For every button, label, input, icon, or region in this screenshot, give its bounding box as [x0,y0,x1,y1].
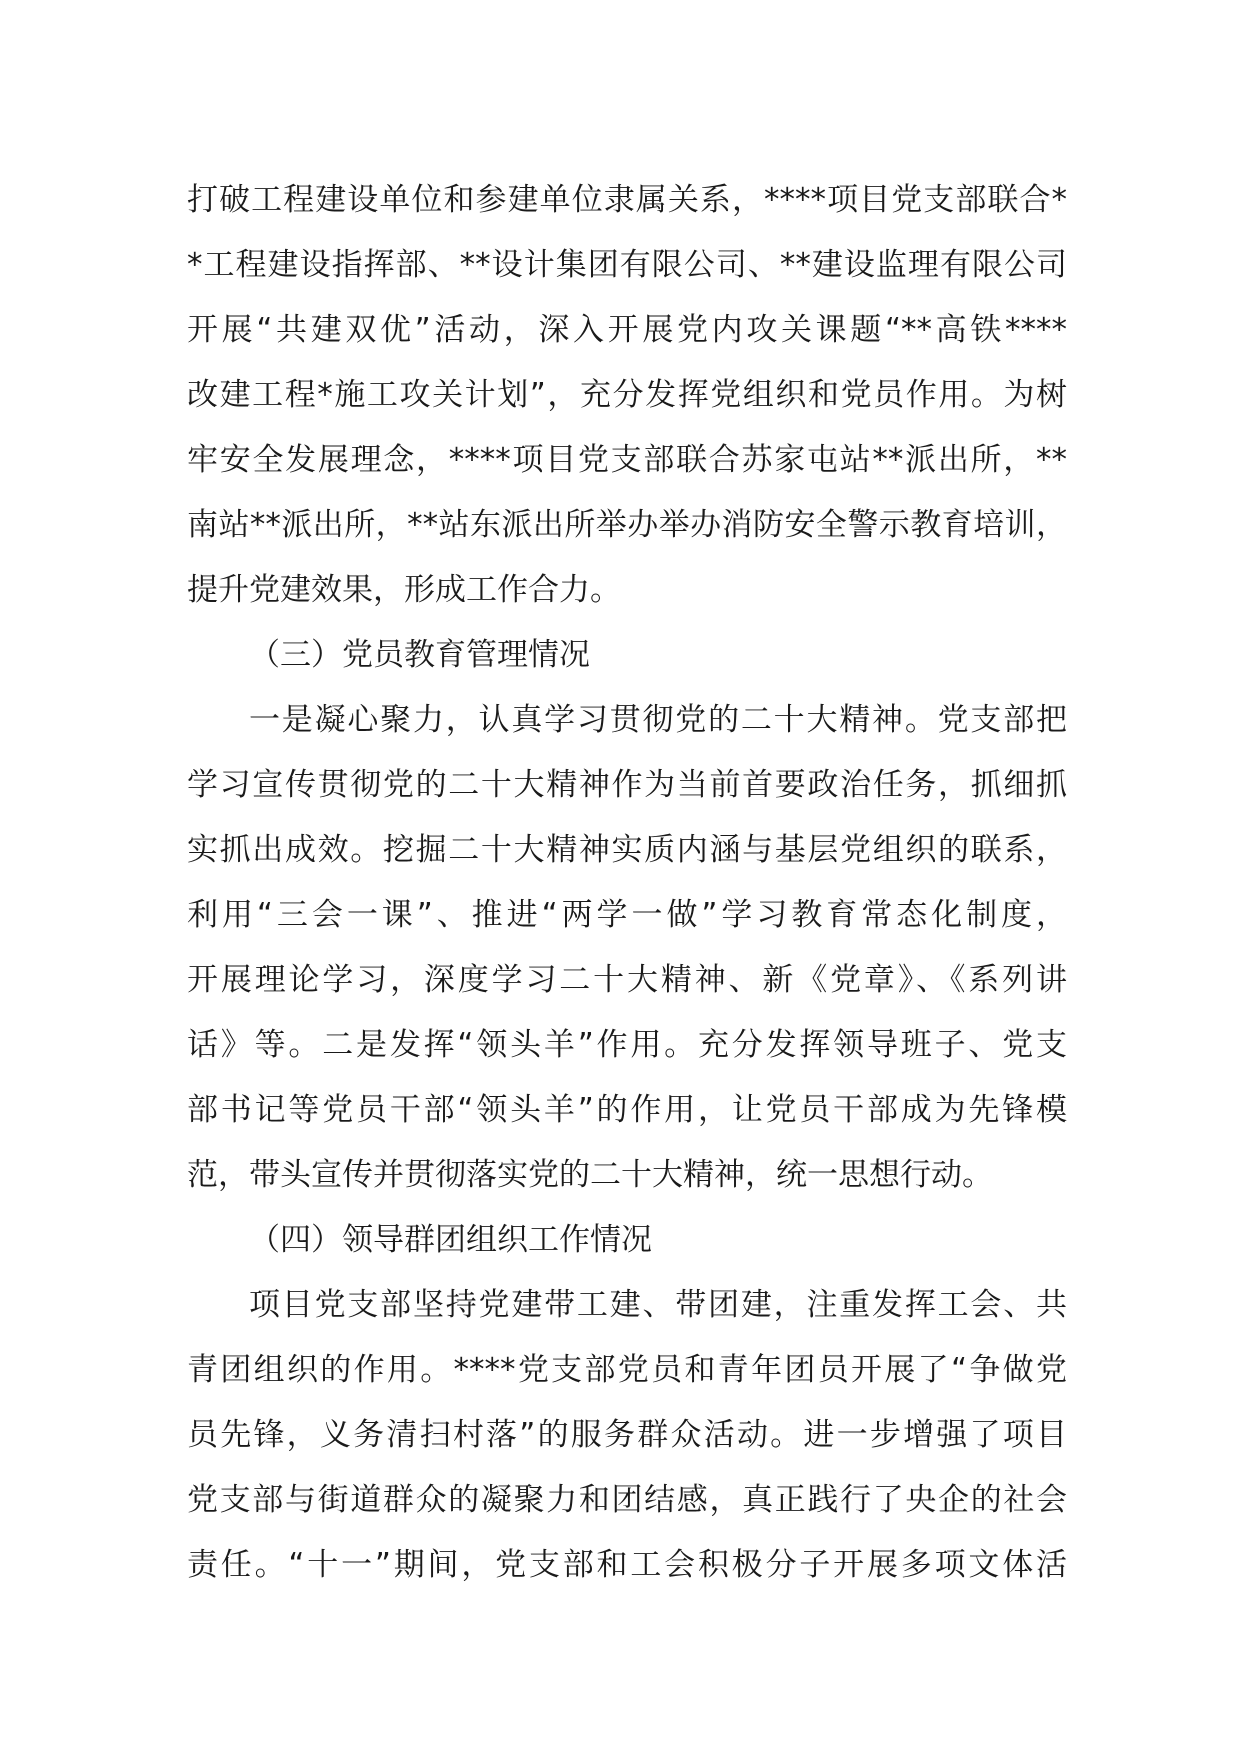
body-line: 牢安全发展理念，****项目党支部联合苏家屯站**派出所，** [187,442,1067,478]
section-heading: （三）党员教育管理情况 [249,637,590,673]
body-line: 青团组织的作用。****党支部党员和青年团员开展了“争做党 [187,1352,1067,1388]
body-line: *工程建设指挥部、**设计集团有限公司、**建设监理有限公司 [187,247,1067,283]
document-body [187,168,1067,1598]
body-line: 实抓出成效。挖掘二十大精神实质内涵与基层党组织的联系， [187,832,1067,868]
body-line: 改建工程*施工攻关计划”，充分发挥党组织和党员作用。为树 [187,377,1067,413]
body-line: 项目党支部坚持党建带工建、带团建，注重发挥工会、共 [249,1287,1067,1323]
body-line: 学习宣传贯彻党的二十大精神作为当前首要政治任务，抓细抓 [187,767,1067,803]
body-line: 话》等。二是发挥“领头羊”作用。充分发挥领导班子、党支 [187,1027,1067,1063]
body-line: 开展“共建双优”活动，深入开展党内攻关课题“**高铁**** [187,312,1067,348]
body-line: 党支部与街道群众的凝聚力和团结感，真正践行了央企的社会 [187,1482,1067,1518]
section-heading: （四）领导群团组织工作情况 [249,1222,652,1258]
body-line: 员先锋，义务清扫村落”的服务群众活动。进一步增强了项目 [187,1417,1067,1453]
body-line: 一是凝心聚力，认真学习贯彻党的二十大精神。党支部把 [249,702,1067,738]
body-line: 范，带头宣传并贯彻落实党的二十大精神，统一思想行动。 [187,1157,993,1193]
body-line: 南站**派出所，**站东派出所举办举办消防安全警示教育培训， [187,507,1067,543]
body-line: 提升党建效果，形成工作合力。 [187,572,621,608]
body-line: 打破工程建设单位和参建单位隶属关系，****项目党支部联合* [187,182,1067,218]
body-line: 开展理论学习，深度学习二十大精神、新《党章》、《系列讲 [187,962,1067,998]
body-line: 责任。“十一”期间，党支部和工会积极分子开展多项文体活 [187,1547,1067,1583]
body-line: 利用“三会一课”、推进“两学一做”学习教育常态化制度， [187,897,1067,933]
body-line: 部书记等党员干部“领头羊”的作用，让党员干部成为先锋模 [187,1092,1067,1128]
